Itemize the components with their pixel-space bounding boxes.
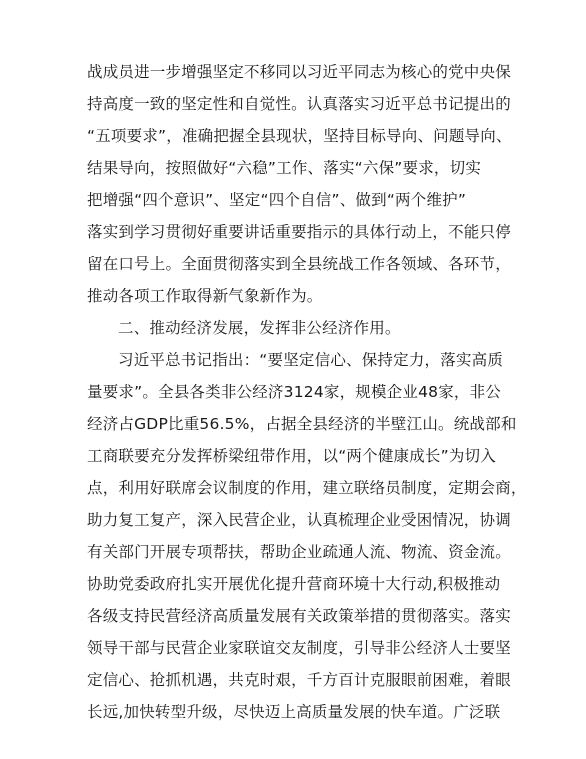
text-line: 推动各项工作取得新气象新作为。 bbox=[87, 287, 323, 305]
text-line: “五项要求”，准确把握全县现状，坚持目标导向、问题导向、 bbox=[87, 127, 512, 145]
text-line: 习近平总书记指出：“要坚定信心、保持定力，落实高质 bbox=[118, 351, 504, 369]
text-line: 战成员进一步增强坚定不移同以习近平同志为核心的党中央保 bbox=[87, 63, 511, 81]
text-line: 点，利用好联席会议制度的作用，建立联络员制度，定期会商， bbox=[87, 479, 527, 497]
text-line: 落实到学习贯彻好重要讲话重要指示的具体行动上，不能只停 bbox=[87, 223, 511, 241]
text-line: 经济占GDP比重56.5%，占据全县经济的半壁江山。统战部和 bbox=[87, 415, 517, 433]
text-line: 长远,加快转型升级，尽快迈上高质量发展的快车道。广泛联 bbox=[87, 703, 501, 721]
text-line: 有关部门开展专项帮扶，帮助企业疏通人流、物流、资金流。 bbox=[87, 543, 511, 561]
text-line: 留在口号上。全面贯彻落实到全县统战工作各领域、各环节， bbox=[87, 255, 511, 273]
text-line: 协助党委政府扎实开展优化提升营商环境十大行动,积极推动 bbox=[87, 575, 501, 593]
section-heading: 二、推动经济发展，发挥非公经济作用。 bbox=[118, 319, 401, 337]
text-line: 各级支持民营经济高质量发展有关政策举措的贯彻落实。落实 bbox=[87, 607, 511, 625]
text-line: 定信心、抢抓机遇，共克时艰，千方百计克服眼前困难，着眼 bbox=[87, 671, 511, 689]
text-line: 领导干部与民营企业家联谊交友制度，引导非公经济人士要坚 bbox=[87, 639, 511, 657]
text-line: 量要求”。全县各类非公经济3124家，规模企业48家，非公 bbox=[87, 383, 502, 401]
text-line: 持高度一致的坚定性和自觉性。认真落实习近平总书记提出的 bbox=[87, 95, 511, 113]
text-line: 把增强“四个意识”、坚定“四个自信”、做到“两个维护” bbox=[87, 191, 467, 209]
text-line: 助力复工复产，深入民营企业，认真梳理企业受困情况，协调 bbox=[87, 511, 511, 529]
text-line: 结果导向，按照做好“六稳”工作、落实“六保”要求，切实 bbox=[87, 159, 482, 177]
text-line: 工商联要充分发挥桥梁纽带作用，以“两个健康成长”为切入 bbox=[87, 447, 496, 465]
